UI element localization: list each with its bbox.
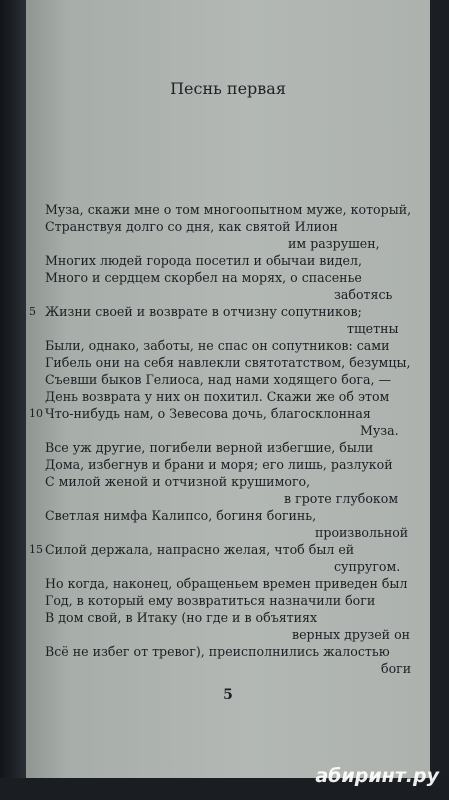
- verse-line: им разрушен,: [288, 236, 380, 251]
- verse-line: Многих людей города посетил и обычаи видел,: [45, 253, 362, 268]
- verse-line: тщетны: [347, 321, 399, 336]
- verse-line: Муза, скажи мне о том многоопытном муже, который,: [45, 202, 412, 217]
- verse-line: Светлая нимфа Калипсо, богиня богинь,: [45, 508, 317, 523]
- book-page: [26, 0, 430, 778]
- verse-line: Странствуя долго со дня, как святой Илион: [45, 219, 338, 234]
- verse-line: Что-нибудь нам, о Зевесова дочь, благосклонная: [45, 406, 371, 421]
- verse-line: Дома, избегнув и брани и моря; его лишь, разлукой: [45, 457, 393, 472]
- verse-line: В дом свой, в Итаку (но где и в объятиях: [45, 610, 318, 625]
- verse-line: Много и сердцем скорбел на морях, о спасенье: [45, 270, 362, 285]
- watermark-text: абиринт.ру: [315, 765, 439, 787]
- verse-line: супругом.: [334, 559, 401, 574]
- line-number: 15: [29, 543, 43, 556]
- verse-line: Съевши быков Гелиоса, над нами ходящего бога, —: [45, 372, 392, 387]
- verse-line: произвольной: [315, 525, 409, 540]
- page-number: 5: [223, 687, 233, 703]
- verse-line: верных друзей он: [292, 627, 411, 642]
- verse-line: Муза.: [360, 423, 399, 438]
- verse-line: С милой женой и отчизной крушимого,: [45, 474, 311, 489]
- verse-line: Год, в который ему возвратиться назначили боги: [45, 593, 376, 608]
- verse-line: День возврата у них он похитил. Скажи же об этом: [45, 389, 390, 404]
- verse-line: Все уж другие, погибели верной избегшие, были: [45, 440, 374, 455]
- background-left: [0, 0, 26, 800]
- verse-line: Были, однако, заботы, не спас он сопутников: сами: [45, 338, 390, 353]
- verse-line: в гроте глубоком: [284, 491, 399, 506]
- verse-line: Гибель они на себя навлекли святотатством, безумцы,: [45, 355, 411, 370]
- verse-line: Но когда, наконец, обращеньем времен приведен был: [45, 576, 408, 591]
- verse-line: Жизни своей и возврате в отчизну сопутников;: [45, 304, 362, 319]
- verse-line: Силой держала, напрасно желая, чтоб был ей: [45, 542, 355, 557]
- line-number: 5: [29, 305, 36, 318]
- verse-line: заботясь: [334, 287, 393, 302]
- line-number: 10: [29, 407, 43, 420]
- page-title: Песнь первая: [170, 79, 286, 98]
- verse-line: Всё не избег от тревог), преисполнились жалостью: [45, 644, 390, 659]
- verse-line: боги: [381, 661, 412, 676]
